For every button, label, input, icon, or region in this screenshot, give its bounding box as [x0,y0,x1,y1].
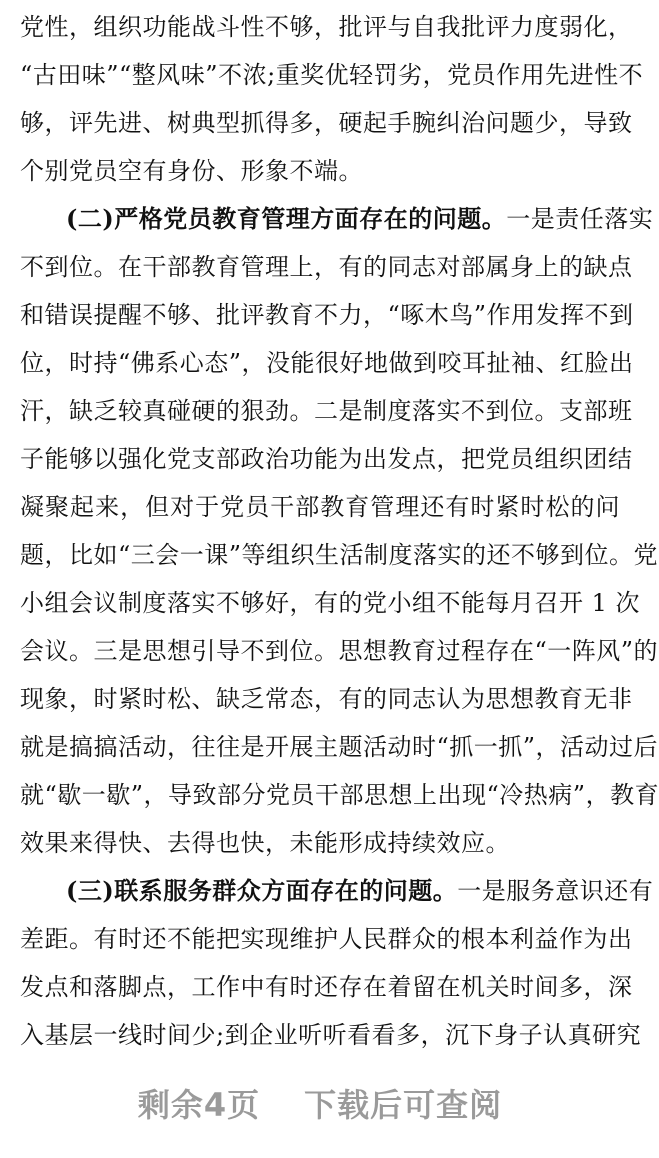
text-line: 和错误提醒不够、批评教育不力，“啄木鸟”作用发挥不到 [20,301,634,329]
text-line: 效果来得快、去得也快，未能形成持续效应。 [20,829,510,857]
text-line: 小组会议制度落实不够好，有的党小组不能每月召开 1 次 [20,589,641,617]
text-line: 差距。有时还不能把实现维护人民群众的根本利益作为出 [20,925,633,953]
text-line: 入基层一线时间少;到企业听听看看多，沉下身子认真研究 [20,1021,642,1049]
text-line: 就“歇一歇”，导致部分党员干部思想上出现“冷热病”，教育 [20,781,659,809]
remaining-pages-label: 剩余4页 [137,1086,261,1124]
text-line: 位，时持“佛系心态”，没能很好地做到咬耳扯袖、红脸出 [20,349,634,377]
download-prompt[interactable] [0,1080,640,1126]
text-segment: 一是服务意识还有 [457,877,654,905]
text-line: 发点和落脚点，工作中有时还存在着留在机关时间多，深 [20,973,633,1001]
section-heading: (二)严格党员教育管理方面存在的问题。 [66,204,507,233]
text-line: 够，评先进、树典型抓得多，硬起手腕纠治问题少，导致 [20,109,633,137]
text-segment: 一是责任落实 [506,205,654,233]
download-label: 下载后可查阅 [304,1086,503,1124]
section-heading-line [66,876,654,906]
text-line: 就是搞搞活动，往往是开展主题活动时“抓一抓”，活动过后 [20,733,659,761]
text-line: “古田味”“整风味”不浓;重奖优轻罚劣，党员作用先进性不 [20,61,644,89]
text-line: 会议。三是思想引导不到位。思想教育过程存在“一阵风”的 [20,637,659,665]
text-line: 党性，组织功能战斗性不够，批评与自我批评力度弱化， [20,13,633,41]
text-line: 个别党员空有身份、形象不端。 [20,157,363,185]
section-heading: (三)联系服务群众方面存在的问题。 [66,876,458,905]
text-line: 题，比如“三会一课”等组织生活制度落实的还不够到位。党 [20,541,659,569]
text-line: 子能够以强化党支部政治功能为出发点，把党员组织团结 [20,445,633,473]
text-line: 不到位。在干部教育管理上，有的同志对部属身上的缺点 [20,253,633,281]
text-line: 现象，时紧时松、缺乏常态，有的同志认为思想教育无非 [20,685,633,713]
text-line: 凝聚起来，但对于党员干部教育管理还有时紧时松的问 [20,493,620,521]
text-line: 汗，缺乏较真碰硬的狠劲。二是制度落实不到位。支部班 [20,397,633,425]
section-heading-line [66,204,654,234]
